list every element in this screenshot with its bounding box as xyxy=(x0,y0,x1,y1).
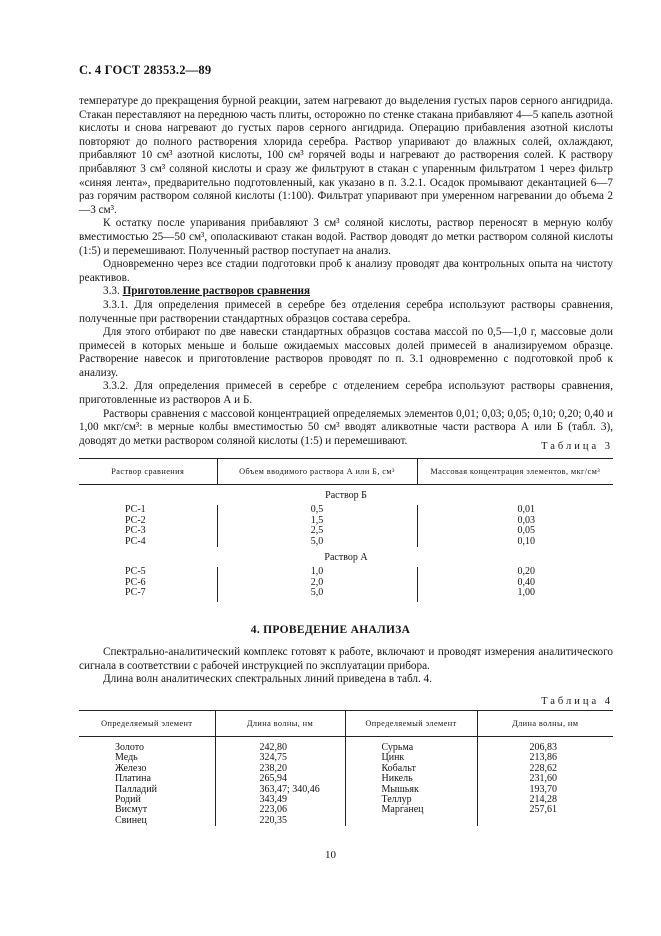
concentration-cell: 0,10 xyxy=(517,535,535,547)
solution-cell: РС-3 xyxy=(125,525,146,537)
element-cell: Цинк xyxy=(345,753,477,763)
element-cell: Платина xyxy=(115,773,151,785)
element-cell: Железо xyxy=(115,762,147,774)
section-4-title: 4. ПРОВЕДЕНИЕ АНАЛИЗА xyxy=(250,624,411,636)
table4-caption: Таблица 4 xyxy=(541,696,613,707)
wavelength-cell: 242,80 xyxy=(215,743,345,753)
element-cell: Сурьма xyxy=(345,743,477,753)
wavelength-cell: 324,75 xyxy=(215,753,345,763)
element-cell: Золото xyxy=(115,742,144,753)
concentration-cell: 0,05 xyxy=(517,525,535,537)
element-cell: Никель xyxy=(345,774,477,784)
concentration-cell: 1,00 xyxy=(517,587,535,599)
page-number: 10 xyxy=(325,849,336,861)
intro-text xyxy=(79,95,613,448)
section-number: 3.3. xyxy=(103,285,120,298)
volume-cell: 1,0 xyxy=(217,567,417,577)
section-heading-3-3 xyxy=(79,285,613,299)
table4-header: Определяемый элемент xyxy=(345,711,477,737)
section-4-text xyxy=(79,646,613,687)
solution-cell: РС-7 xyxy=(125,587,146,599)
wavelength-cell: 238,20 xyxy=(215,764,345,774)
table-row xyxy=(79,588,613,598)
intro-paragraph: Одновременно через все стадии подготовки проб к анализу проводят два контрольных опыта на чистоту реактивов. xyxy=(79,258,613,284)
table4-header: Длина волны, нм xyxy=(477,711,613,737)
table-row xyxy=(79,805,613,815)
section-paragraph: 3.3.1. Для определения примесей в серебре без отделения серебра используют растворы сравнения, полученные при растворении стандартных образцов состава серебра. xyxy=(79,298,613,325)
wavelength-cell: 220,35 xyxy=(215,816,345,826)
volume-cell: 0,5 xyxy=(217,505,417,515)
table3-group-row xyxy=(79,547,613,567)
table-row xyxy=(79,537,613,547)
concentration-cell: 0,40 xyxy=(517,576,535,588)
element-cell: Родий xyxy=(115,794,141,806)
volume-cell: 1,5 xyxy=(217,516,417,526)
solution-cell: РС-2 xyxy=(125,514,146,526)
volume-cell: 2,0 xyxy=(217,578,417,588)
wavelength-cell: 231,60 xyxy=(529,773,557,785)
table3-group-label: Раствор Б xyxy=(325,490,367,501)
intro-paragraph: К остатку после упаривания прибавляют 3 см³ соляной кислоты, раствор переносят в мерную колбу вместимостью 25—50 см³, ополаскивают стакан водой. Раствор доводят до метки раствором соляной кислоты (1:5) и перемешивают. Полученный раствор поступает на анализ. xyxy=(79,217,613,257)
volume-cell: 5,0 xyxy=(217,588,417,598)
wavelength-cell: 193,70 xyxy=(529,783,557,795)
element-cell: Кобальт xyxy=(345,764,477,774)
solution-cell: РС-6 xyxy=(125,576,146,588)
table3-caption: Таблица 3 xyxy=(541,441,613,452)
table4-header: Длина волны, нм xyxy=(215,711,345,737)
volume-cell: 2,5 xyxy=(217,526,417,536)
wavelength-cell: 206,83 xyxy=(529,742,557,753)
volume-cell: 5,0 xyxy=(217,537,417,547)
table3-header: Раствор сравнения xyxy=(79,459,217,485)
concentration-cell: 0,03 xyxy=(517,514,535,526)
solution-cell: РС-5 xyxy=(125,566,146,578)
table3-group-row xyxy=(79,485,613,506)
element-cell: Мышьяк xyxy=(345,785,477,795)
table3-header: Объем вводимого раствора А или Б, см³ xyxy=(217,459,417,485)
table3-body xyxy=(79,485,613,602)
section-paragraph: Для этого отбирают по две навески стандартных образцов состава массой по 0,5—1,0 г, массовые доли примесей в которых меньше и больше ожидаемых массовых долей примесей в анализируемом образце. Растворение навесок и приготовление растворов проводят по п. 3.1 одновременно с подготовкой проб к анализу. xyxy=(79,326,613,379)
element-cell xyxy=(345,816,477,826)
intro-paragraph: температуре до прекращения бурной реакции, затем нагревают до выделения густых паров серного ангидрида. Стакан переставляют на переднюю часть плиты, осторожно по стенке стакана прибавляют 4—5 капель азотной кислоты и снова нагревают до густых паров серного ангидрида. Операцию прибавления азотной кислоты повторяют до полного растворения хлорида серебра. Раствор упаривают до влажных солей, охлаждают, прибавляют 10 см³ азотной кислоты, 100 см³ горячей воды и нагревают до растворения солей. К раствору прибавляют 3 см³ соляной кислоты и сразу же фильтруют в стакан с упаренным фильтратом 1 через фильтр «синяя лента», предварительно подготовленный, как указано в п. 3.2.1. Осадок промывают декантацией 6—7 раз горячим раствором соляной кислоты (1:100). Фильтрат упаривают при умеренном нагревании до объема 2—3 см³. xyxy=(79,95,613,216)
wavelength-cell: 343,49 xyxy=(215,795,345,805)
table-row xyxy=(79,816,613,826)
section-paragraph: Длина волн аналитических спектральных линий приведена в табл. 4. xyxy=(103,673,432,686)
table-4 xyxy=(79,710,613,826)
wavelength-cell: 257,61 xyxy=(529,804,557,816)
wavelength-cell: 363,47; 340,46 xyxy=(215,785,345,795)
element-cell: Висмут xyxy=(115,804,148,816)
table3-header: Массовая концентрация элементов, мкг/см³ xyxy=(417,459,613,485)
wavelength-cell xyxy=(477,816,613,826)
section-title: Приготовление растворов сравнения xyxy=(122,285,311,298)
table-3 xyxy=(79,458,613,602)
concentration-cell: 0,01 xyxy=(517,504,535,516)
element-cell: Медь xyxy=(115,752,138,764)
table4-body xyxy=(79,737,613,827)
concentration-cell: 0,20 xyxy=(517,566,535,578)
element-cell: Свинец xyxy=(115,814,147,826)
table4-header: Определяемый элемент xyxy=(79,711,215,737)
solution-cell: РС-1 xyxy=(125,504,146,516)
table3-group-label: Раствор А xyxy=(324,552,368,564)
table3-bottom xyxy=(79,599,613,602)
section-paragraph: Растворы сравнения с массовой концентрацией определяемых элементов 0,01; 0,03; 0,05; 0,10; 0,20; 0,40 и 1,00 мкг/см³: в мерные колбы вместимостью 50 см³ вводят аликвотные части раствора А или Б (табл. 3), доводят до метки раствором соляной кислоты (1:5) и перемешивают. xyxy=(79,407,613,447)
element-cell: Палладий xyxy=(115,783,157,795)
wavelength-cell: 265,94 xyxy=(215,774,345,784)
section-paragraph: Спектрально-аналитический комплекс готовят к работе, включают и проводят измерения аналитического сигнала в соответствии с рабочей инструкцией по эксплуатации прибора. xyxy=(79,646,613,672)
solution-cell: РС-4 xyxy=(125,535,146,547)
element-cell: Теллур xyxy=(345,795,477,805)
wavelength-cell: 213,86 xyxy=(529,752,557,764)
wavelength-cell: 228,62 xyxy=(529,762,557,774)
element-cell: Марганец xyxy=(345,805,477,815)
wavelength-cell: 214,28 xyxy=(529,794,557,806)
page-header: С. 4 ГОСТ 28353.2—89 xyxy=(79,63,212,77)
wavelength-cell: 223,06 xyxy=(215,805,345,815)
section-paragraph: 3.3.2. Для определения примесей в серебре с отделением серебра используют растворы сравнения, приготовленные из растворов А и Б. xyxy=(79,380,613,407)
